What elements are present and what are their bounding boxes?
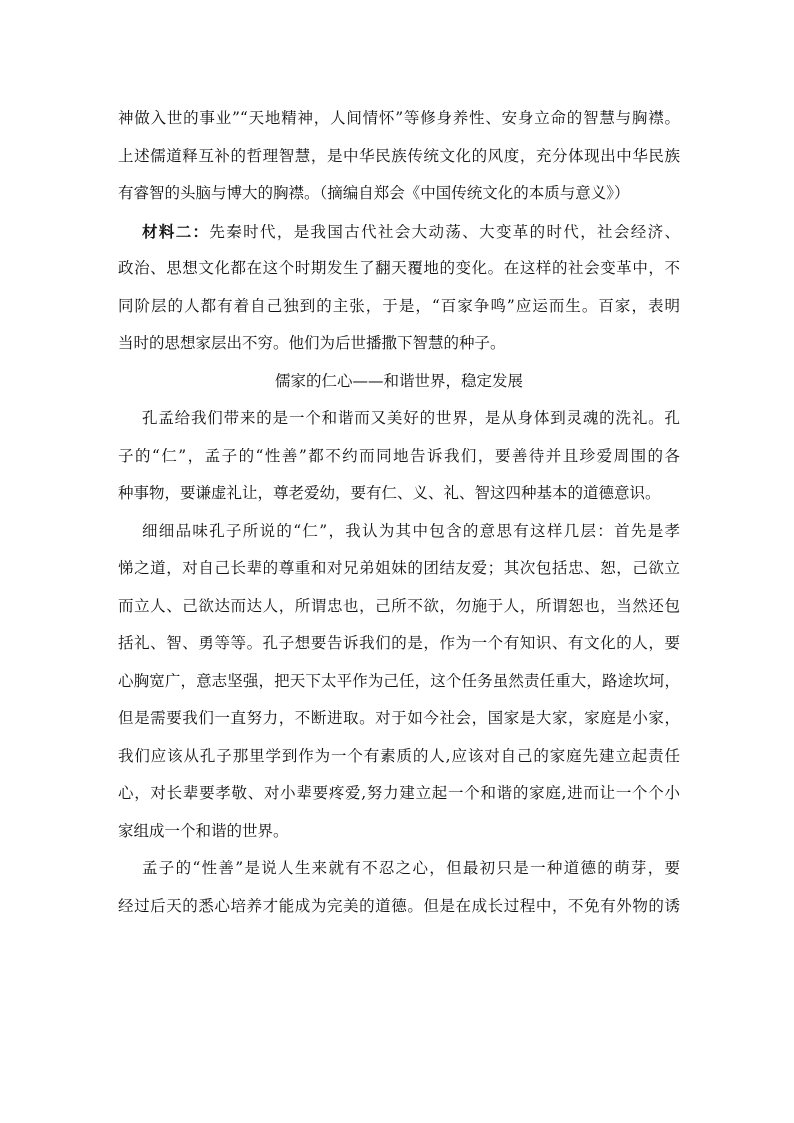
material-two-first-line	[118, 213, 680, 251]
text-line: 种事物，要谦虚礼让，尊老爱幼，要有仁、义、礼、智这四种基本的道德意识。	[118, 484, 661, 502]
text-line: 我们应该从孔子那里学到作为一个有素质的人,应该对自己的家庭先建立起责任	[118, 746, 680, 765]
text-line: 家组成一个和谐的世界。	[118, 821, 289, 840]
document-body	[118, 100, 680, 925]
text-line: 子的“仁”，孟子的“性善”都不约而同地告诉我们，要善待并且珍爱周围的各	[118, 446, 680, 465]
text-line: 但是需要我们一直努力，不断进取。对于如今社会，国家是大家，家庭是小家，	[118, 709, 680, 727]
text-line: 当时的思想家层出不穷。他们为后世播撒下智慧的种子。	[118, 334, 506, 352]
text-line: 神做入世的事业”“天地精神，人间情怀”等修身养性、安身立命的智慧与胸襟。	[118, 109, 680, 127]
text-line: 括礼、智、勇等等。孔子想要告诉我们的是，作为一个有知识、有文化的人，要	[118, 634, 680, 652]
text-line: 上述儒道释互补的哲理智慧，是中华民族传统文化的风度，充分体现出中华民族	[118, 146, 680, 165]
text-line: 有睿智的头脑与博大的胸襟。（摘编自郑会《中国传统文化的本质与意义》）	[118, 184, 630, 202]
text-line: 心，对长辈要孝敬、对小辈要疼爱,努力建立起一个和谐的家庭,进而让一个个小	[118, 784, 680, 802]
text-line: 而立人、己欲达而达人，所谓忠也，己所不欲，勿施于人，所谓恕也，当然还包	[118, 596, 680, 615]
text-line: 经过后天的悉心培养才能成为完美的道德。但是在成长过程中，不免有外物的诱	[118, 896, 680, 915]
material-two-label: 材料二：	[142, 221, 210, 241]
essay-title: 儒家的仁心——和谐世界，稳定发展	[274, 371, 523, 390]
text-line: 心胸宽广，意志坚强，把天下太平作为己任，这个任务虽然责任重大，路途坎坷，	[118, 671, 680, 690]
text-line: 孔孟给我们带来的是一个和谐而又美好的世界，是从身体到灵魂的洗礼。孔	[142, 409, 680, 427]
text-line: 政治、思想文化都在这个时期发生了翻天覆地的变化。在这样的社会变革中，不	[118, 259, 680, 277]
text-line: 细细品味孔子所说的“仁”，我认为其中包含的意思有这样几层：首先是孝	[142, 521, 680, 540]
material-two-line1-text: 先秦时代，是我国古代社会大动荡、大变革的时代，社会经济、	[209, 222, 680, 241]
text-line: 孟子的“性善”是说人生来就有不忍之心，但最初只是一种道德的萌芽，要	[142, 859, 680, 877]
text-line: 同阶层的人都有着自己独到的主张，于是，“百家争鸣”应运而生。百家，表明	[118, 296, 680, 315]
text-line: 悌之道，对自己长辈的尊重和对兄弟姐妹的团结友爱；其次包括忠、恕，己欲立	[118, 559, 680, 577]
